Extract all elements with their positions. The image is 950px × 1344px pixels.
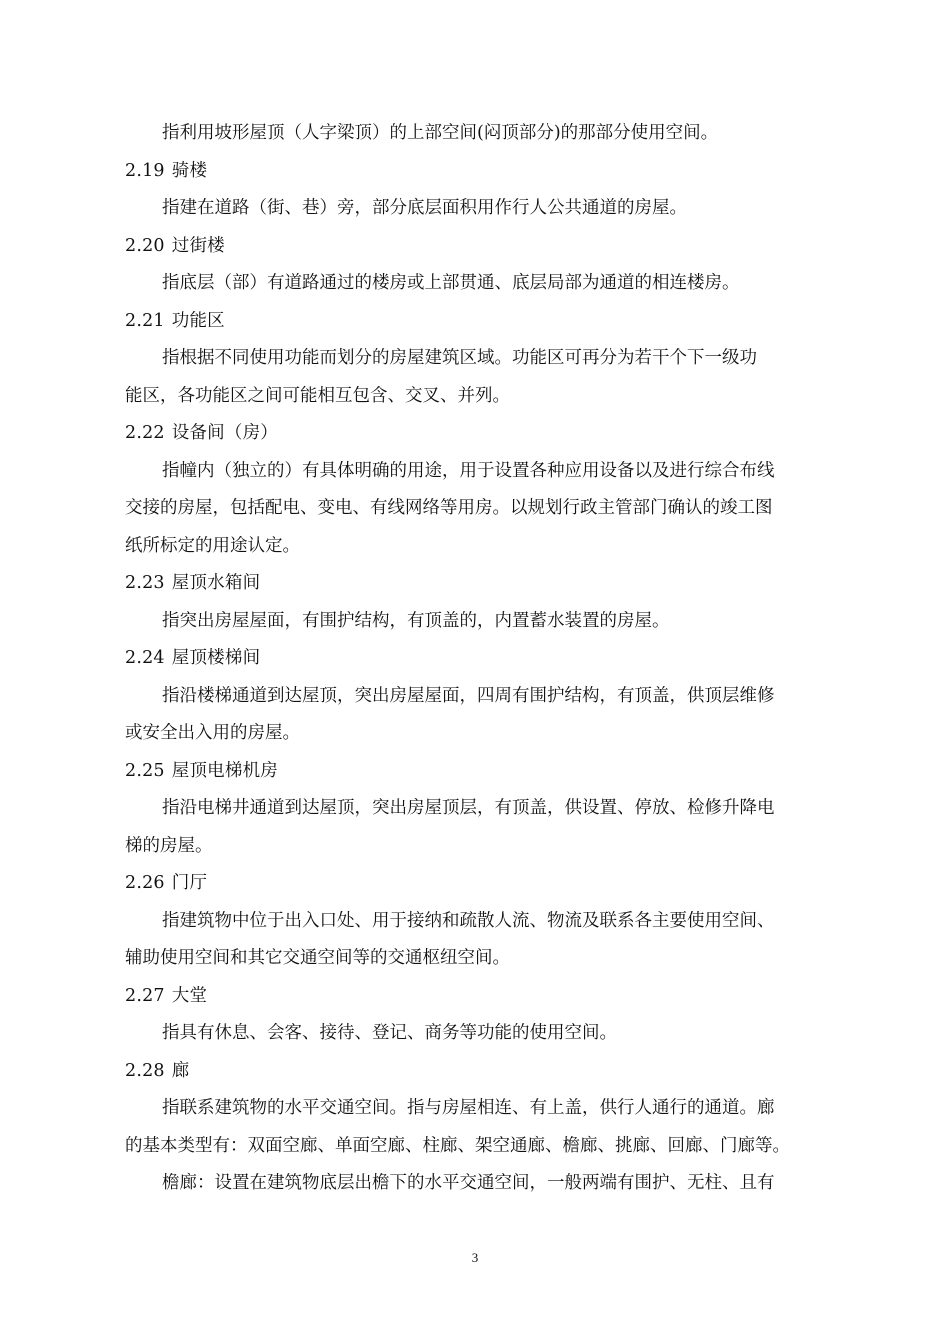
section-title: 廊 xyxy=(171,1060,190,1081)
section-title: 屋顶楼梯间 xyxy=(171,648,261,668)
section-heading-2-21 xyxy=(125,303,831,341)
paragraph-line: 指突出房屋屋面，有围护结构，有顶盖的，内置蓄水装置的房屋。 xyxy=(162,610,670,631)
section-title: 大堂 xyxy=(171,985,208,1006)
section-number: 2.28 xyxy=(125,1060,165,1081)
paragraph-continuation: 纸所标定的用途认定。 xyxy=(125,535,300,556)
section-heading-2-19 xyxy=(125,153,831,191)
section-heading-2-27 xyxy=(125,978,831,1016)
section-title: 过街楼 xyxy=(171,235,225,256)
section-heading-2-22 xyxy=(125,415,831,453)
section-number: 2.21 xyxy=(125,310,165,331)
section-title: 门厅 xyxy=(171,873,208,893)
paragraph-line: 指底层（部）有道路通过的楼房或上部贯通、底层局部为通道的相连楼房。 xyxy=(162,273,740,293)
section-number: 2.22 xyxy=(125,423,165,443)
paragraph-line: 指具有休息、会客、接待、登记、商务等功能的使用空间。 xyxy=(162,1023,617,1043)
section-number: 2.23 xyxy=(125,573,165,593)
paragraph-continuation: 梯的房屋。 xyxy=(125,835,213,856)
section-heading-2-28 xyxy=(125,1053,831,1091)
paragraph-continuation: 或安全出入用的房屋。 xyxy=(125,723,300,743)
section-number: 2.20 xyxy=(125,235,165,256)
section-title: 骑楼 xyxy=(171,160,208,181)
section-heading-2-20 xyxy=(125,228,831,266)
paragraph-line: 指建筑物中位于出入口处、用于接纳和疏散人流、物流及联系各主要使用空间、 xyxy=(162,910,775,931)
paragraph-continuation: 辅助使用空间和其它交通空间等的交通枢纽空间。 xyxy=(125,948,510,968)
section-number: 2.24 xyxy=(125,648,165,668)
section-heading-2-25 xyxy=(125,753,831,791)
section-number: 2.19 xyxy=(125,160,165,181)
paragraph-line: 指沿电梯井通道到达屋顶，突出房屋顶层，有顶盖，供设置、停放、检修升降电 xyxy=(162,798,775,818)
paragraph-line: 指沿楼梯通道到达屋顶，突出房屋屋面，四周有围护结构，有顶盖，供顶层维修 xyxy=(162,685,775,706)
section-title: 屋顶水箱间 xyxy=(171,573,261,593)
paragraph-line: 指联系建筑物的水平交通空间。指与房屋相连、有上盖，供行人通行的通道。廊 xyxy=(162,1098,775,1118)
section-heading-2-24 xyxy=(125,640,831,678)
paragraph-continuation: 能区，各功能区之间可能相互包含、交叉、并列。 xyxy=(125,385,510,406)
section-number: 2.26 xyxy=(125,873,165,893)
page-number: 3 xyxy=(471,1250,479,1265)
paragraph-line: 指根据不同使用功能而划分的房屋建筑区域。功能区可再分为若干个下一级功 xyxy=(162,348,757,368)
section-title: 屋顶电梯机房 xyxy=(171,760,278,781)
section-number: 2.27 xyxy=(125,985,165,1006)
document-body xyxy=(125,115,831,1203)
paragraph-line: 指建在道路（街、巷）旁，部分底层面积用作行人公共通道的房屋。 xyxy=(162,198,687,218)
paragraph-line: 指幢内（独立的）有具体明确的用途，用于设置各种应用设备以及进行综合布线 xyxy=(162,460,775,481)
paragraph-continuation: 的基本类型有：双面空廊、单面空廊、柱廊、架空通廊、檐廊、挑廊、回廊、门廊等。 xyxy=(125,1135,790,1156)
section-heading-2-26 xyxy=(125,865,831,903)
section-heading-2-23 xyxy=(125,565,831,603)
paragraph-continuation: 交接的房屋，包括配电、变电、有线网络等用房。以规划行政主管部门确认的竣工图 xyxy=(125,498,773,518)
paragraph-line: 指利用坡形屋顶（人字梁顶）的上部空间(闷顶部分)的那部分使用空间。 xyxy=(162,123,719,143)
section-title: 设备间（房） xyxy=(171,423,278,443)
section-title: 功能区 xyxy=(171,310,225,331)
paragraph-line: 檐廊：设置在建筑物底层出檐下的水平交通空间，一般两端有围护、无柱、且有 xyxy=(162,1173,775,1193)
section-number: 2.25 xyxy=(125,760,165,781)
